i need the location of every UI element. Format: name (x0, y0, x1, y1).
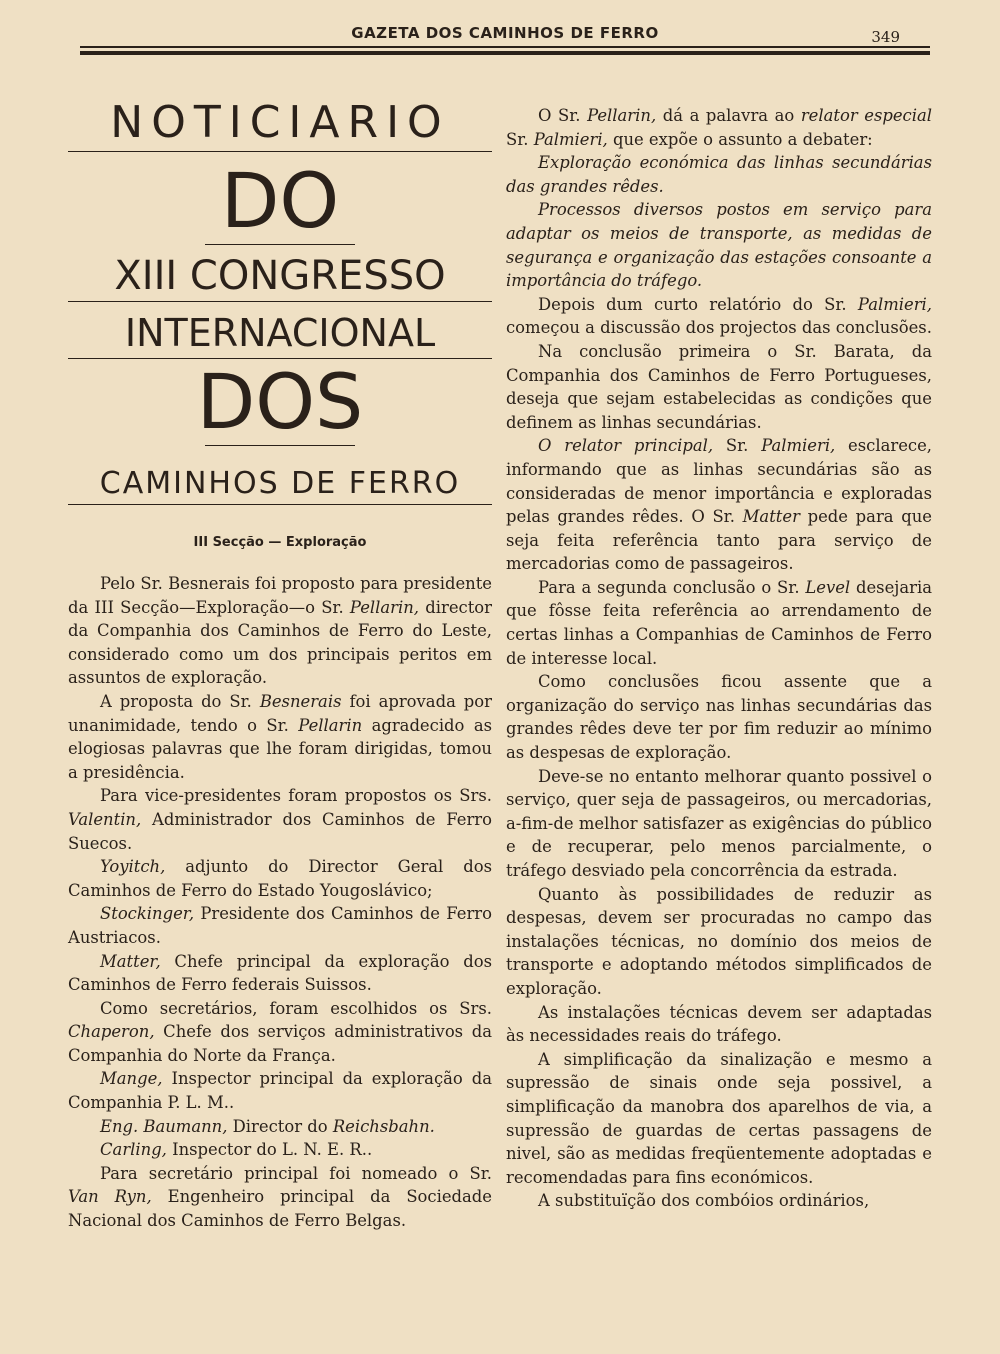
section-heading: III Secção — Exploração (193, 535, 367, 550)
paragraph: Processos diversos postos em serviço para adaptar os meios de transporte, as medidas de segurança e organização das estações consoante a importância do tráfego. (506, 200, 932, 291)
running-header (80, 22, 930, 62)
heading-noticiario: NOTICIARIO (110, 97, 450, 148)
paragraph: Stockinger, Presidente dos Caminhos de Ferro Austriacos. (68, 904, 492, 947)
paragraph: Mange, Inspector principal da exploração da Companhia P. L. M.. (68, 1069, 492, 1113)
paragraph: A substituïção dos combóios ordinários, (538, 1191, 870, 1211)
heading-do: DO (220, 156, 340, 245)
paragraph: Para secretário principal foi nomeado o Sr. Van Ryn, Engenheiro principal da Sociedade Nacional dos Caminhos de Ferro Belgas. (68, 1163, 492, 1231)
paragraph: Carling, Inspector do L. N. E. R.. (100, 1140, 373, 1160)
paragraph: Pelo Sr. Besnerais foi proposto para presidente da III Secção—Exploração—o Sr. Pellarin, director da Companhia dos Caminhos de Ferro do Leste, considerado como um dos principais peritos em assuntos de exploração. (68, 574, 492, 688)
header-rule-thin (80, 46, 930, 48)
paragraph: As instalações técnicas devem ser adaptadas às necessidades reais do tráfego. (506, 1002, 932, 1046)
paragraph: Quanto às possibilidades de reduzir as despesas, devem ser procuradas no campo das instalações técnicas, no domínio dos meios de transporte e adoptando métodos simplificados de exploração. (506, 884, 932, 998)
paragraph: Para a segunda conclusão o Sr. Level desejaria que fôsse feita referência ao arrendamento de certas linhas a Companhias de Caminhos de Ferro de interesse local. (506, 577, 932, 668)
paragraph: O Sr. Pellarin, dá a palavra ao relator especial Sr. Palmieri, que expõe o assunto a debater: (506, 106, 932, 149)
paragraph: O relator principal, Sr. Palmieri, esclarece, informando que as linhas secundárias são as consideradas de menor importância e exploradas pelas grandes rêdes. O Sr. Matter pede para que seja feita referência tanto para serviço de mercadorias como de passageiros. (506, 436, 933, 574)
paragraph: Matter, Chefe principal da exploração dos Caminhos de Ferro federais Suissos. (68, 951, 492, 995)
paragraph: A simplificação da sinalização e mesmo a supressão de sinais onde seja possivel, a simplificação da manobra dos aparelhos de via, a supressão de guardas de certas passagens de nivel, são as medidas freqüentemente adoptadas e recomendadas para fins económicos. (506, 1049, 932, 1187)
paragraph: A proposta do Sr. Besnerais foi aprovada por unanimidade, tendo o Sr. Pellarin agradecido as elogiosas palavras que lhe foram dirigidas, tomou a presidência. (68, 691, 492, 782)
left-column (68, 95, 492, 1233)
journal-title: GAZETA DOS CAMINHOS DE FERRO (351, 24, 659, 42)
paragraph: Como conclusões ficou assente que a organização do serviço nas linhas secundárias das grandes rêdes deve ter por fim reduzir ao mínimo as despesas de exploração. (506, 672, 932, 763)
heading-rule (68, 301, 492, 302)
paragraph: Depois dum curto relatório do Sr. Palmieri, começou a discussão dos projectos das conclusões. (506, 294, 932, 338)
right-column (506, 104, 932, 1213)
page-number: 349 (871, 28, 900, 46)
header-rule-thick (80, 51, 930, 55)
heading-rule (68, 504, 492, 505)
paragraph: Como secretários, foram escolhidos os Srs. Chaperon, Chefe dos serviços administrativos da Companhia do Norte da França. (68, 998, 492, 1065)
heading-congresso: XIII CONGRESSO (114, 253, 446, 299)
heading-rule (68, 151, 492, 152)
heading-internacional: INTERNACIONAL (124, 311, 436, 355)
heading-caminhos-de-ferro: CAMINHOS DE FERRO (99, 466, 461, 501)
paragraph: Na conclusão primeira o Sr. Barata, da Companhia dos Caminhos de Ferro Portugueses, deseja que sejam estabelecidas as condições que definem as linhas secundárias. (506, 341, 932, 432)
paragraph: Exploração económica das linhas secundárias das grandes rêdes. (506, 153, 932, 196)
paragraph: Eng. Baumann, Director do Reichsbahn. (100, 1116, 435, 1136)
paragraph: Yoyitch, adjunto do Director Geral dos Caminhos de Ferro do Estado Yougoslávico; (68, 857, 492, 900)
paragraph: Deve-se no entanto melhorar quanto possivel o serviço, quer seja de passageiros, ou mercadorias, a-fim-de melhor satisfazer as exigências do público e de recuperar, pelo menos parcialmente, o tráfego desviado pela concorrência da estrada. (506, 766, 932, 880)
heading-dos: DOS (196, 357, 364, 446)
paragraph: Para vice-presidentes foram propostos os Srs. Valentin, Administrador dos Caminhos de Ferro Suecos. (68, 786, 492, 853)
